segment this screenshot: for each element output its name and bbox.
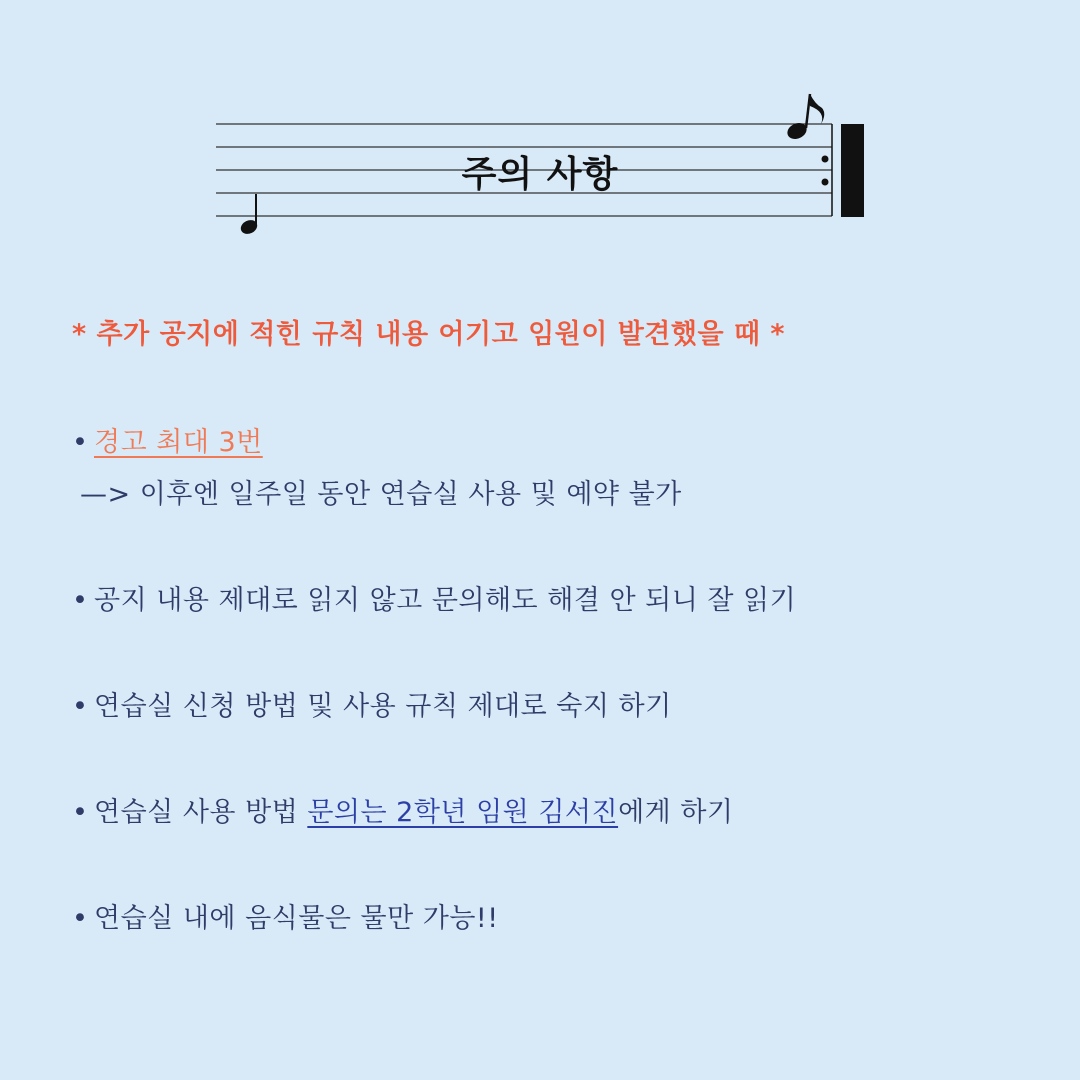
list-item-warning xyxy=(72,420,263,459)
music-staff-decoration xyxy=(0,0,1080,260)
bullet-icon: • xyxy=(72,903,89,934)
bullet-icon: • xyxy=(72,585,89,616)
list-item-prefix: 연습실 사용 방법 xyxy=(94,797,308,828)
list-item-food-rule xyxy=(72,896,499,935)
list-item-text: 연습실 신청 방법 및 사용 규칙 제대로 숙지 하기 xyxy=(94,691,672,722)
bullet-icon: • xyxy=(72,797,89,828)
list-item-contact xyxy=(72,790,734,829)
list-item-text: 공지 내용 제대로 읽지 않고 문의해도 해결 안 되니 잘 읽기 xyxy=(94,585,797,616)
quarter-note-icon xyxy=(239,194,260,236)
warning-limit-text: 경고 최대 3번 xyxy=(94,427,263,458)
list-item-text: 연습실 내에 음식물은 물만 가능!! xyxy=(94,903,499,934)
penalty-subtext: —> 이후엔 일주일 동안 연습실 사용 및 예약 불가 xyxy=(80,479,682,510)
rule-violation-notice: * 추가 공지에 적힌 규칙 내용 어기고 임원이 발견했을 때 * xyxy=(72,319,786,350)
bullet-icon: • xyxy=(72,691,89,722)
list-item-suffix: 에게 하기 xyxy=(618,797,734,828)
page-title: 주의 사항 xyxy=(461,154,619,195)
list-item-read-notice xyxy=(72,578,796,617)
contact-link[interactable]: 문의는 2학년 임원 김서진 xyxy=(307,797,619,828)
list-item-learn-rules xyxy=(72,684,672,723)
bullet-icon: • xyxy=(72,427,89,458)
eighth-note-icon xyxy=(785,94,825,142)
